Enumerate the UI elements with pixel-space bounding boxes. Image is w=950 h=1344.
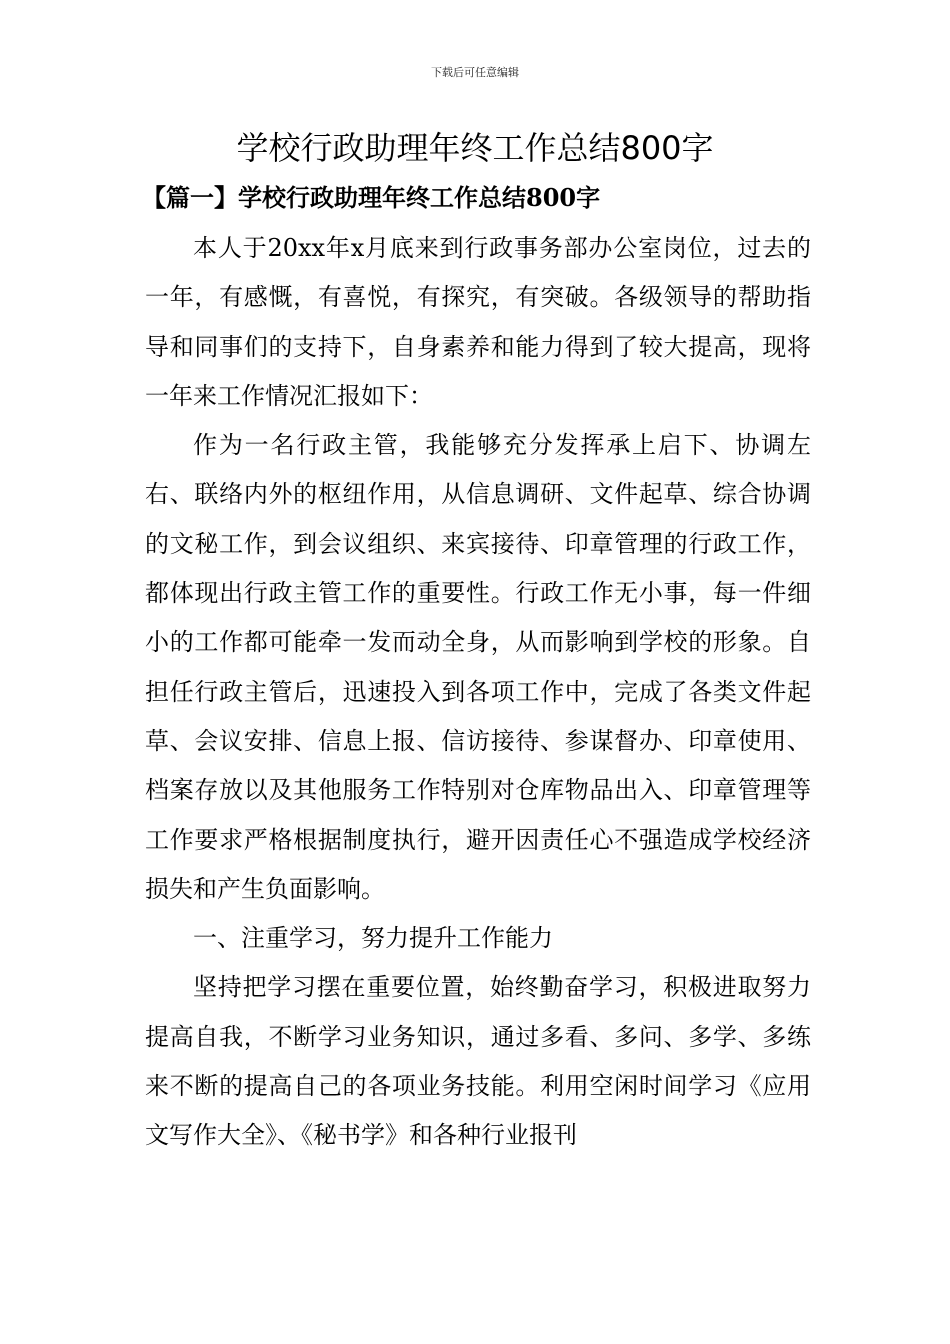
section-heading: 【篇一】学校行政助理年终工作总结800字 bbox=[142, 183, 601, 212]
header-note: 下载后可任意编辑 bbox=[431, 66, 519, 79]
paragraph-role: 作为一名行政主管，我能够充分发挥承上启下、协调左右、联络内外的枢纽作用，从信息调研、文件起草、综合协调的文秘工作，到会议组织、来宾接待、印章管理的行政工作，都体现出行政主管工作的重要性。行政工作无小事，每一件细小的工作都可能牵一发而动全身，从而影响到学校的形象。自担任行政主管后，迅速投入到各项工作中，完成了各类文件起草、会议安排、信息上报、信访接待、参谋督办、印章使用、档案存放以及其他服务工作特别对仓库物品出入、印章管理等工作要求严格根据制度执行，避开因责任心不强造成学校经济损失和产生负面影响。 bbox=[145, 431, 811, 903]
document-body bbox=[145, 224, 811, 1161]
paragraph-intro: 本人于20xx年x月底来到行政事务部办公室岗位，过去的一年，有感慨，有喜悦，有探究，有突破。各级领导的帮助指导和同事们的支持下，自身素养和能力得到了较大提高，现将一年来工作情况汇报如下： bbox=[145, 234, 811, 410]
document-title: 学校行政助理年终工作总结800字 bbox=[236, 129, 714, 167]
paragraph-heading-study: 一、注重学习，努力提升工作能力 bbox=[193, 924, 553, 953]
paragraph-study: 坚持把学习摆在重要位置，始终勤奋学习，积极进取努力提高自我，不断学习业务知识，通过多看、多问、多学、多练来不断的提高自己的各项业务技能。利用空闲时间学习《应用文写作大全》、《秘书学》和各种行业报刊 bbox=[145, 973, 811, 1150]
